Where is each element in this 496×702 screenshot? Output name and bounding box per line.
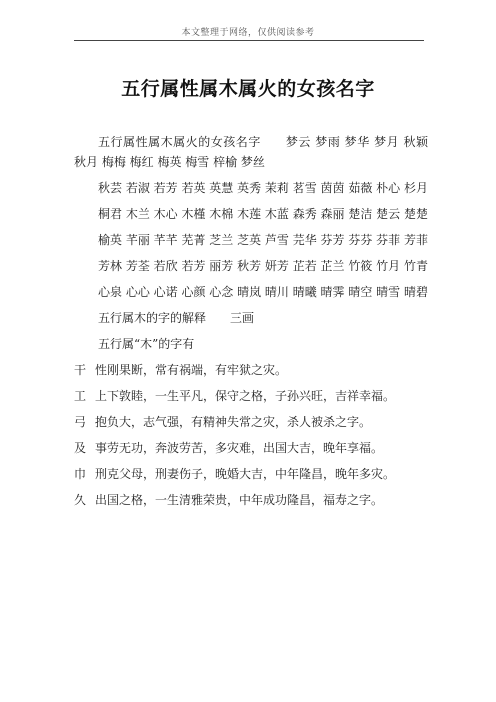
character-meaning: 上下敦睦，一生平凡，保守之格，子孙兴旺，吉祥幸福。 [95, 389, 396, 403]
character-entry [74, 490, 428, 510]
character-glyph: 巾 [74, 467, 87, 481]
document-title: 五行属性属木属火的女孩名字 [121, 78, 375, 100]
header-note: 本文整理于网络，仅供阅读参考 [181, 28, 315, 38]
name-paragraph: 秋芸 若淑 若芳 若英 英慧 英秀 茉莉 茗雪 茵茵 茹薇 朴心 杉月 [98, 181, 428, 195]
section-subheading: 五行属“木”的字有 [98, 337, 195, 351]
character-glyph: 弓 [74, 415, 87, 429]
name-paragraph: 桐君 木兰 木心 木槿 木棉 木莲 木蓝 森秀 森丽 楚洁 楚云 楚楚 [98, 207, 428, 221]
character-entry [74, 412, 428, 432]
character-meaning: 出国之格，一生清雅荣贵，中年成功隆昌，福寿之字。 [95, 493, 384, 507]
character-meaning: 性刚果断，常有祸端，有牢狱之灾。 [95, 363, 288, 377]
document-body [74, 132, 428, 516]
character-entry [74, 464, 428, 484]
character-entry [74, 438, 428, 458]
character-meaning: 事劳无功，奔波劳苦，多灾难，出国大吉，晚年享福。 [95, 441, 384, 455]
name-paragraph: 榆英 芊丽 芊芊 芜菁 芝兰 芝英 芦雪 芫华 芬芳 芬芬 芬菲 芳菲 [98, 233, 428, 247]
character-glyph: 工 [74, 389, 87, 403]
character-glyph: 久 [74, 493, 87, 507]
header-divider [74, 40, 424, 41]
character-glyph: 及 [74, 441, 87, 455]
character-meaning: 刑克父母，刑妻伤子，晚婚大吉，中年隆昌，晚年多灾。 [95, 467, 396, 481]
section-heading: 五行属木的字的解释 三画 [98, 311, 255, 325]
name-paragraph: 心泉 心心 心诺 心颜 心念 晴岚 晴川 晴曦 晴霁 晴空 晴雪 晴碧 [98, 285, 428, 299]
character-entry [74, 360, 428, 380]
character-glyph: 干 [74, 363, 87, 377]
character-meaning: 抱负大，志气强，有精神失常之灾，杀人被杀之字。 [95, 415, 372, 429]
name-paragraph: 芳林 芳荃 若欣 若芳 丽芳 秋芳 妍芳 芷若 芷兰 竹筱 竹月 竹青 [98, 259, 428, 273]
character-entry [74, 386, 428, 406]
name-paragraph: 五行属性属木属火的女孩名字 梦云 梦雨 梦华 梦月 秋颖 秋月 梅梅 梅红 梅英 梅雪 梓榆 梦丝 [74, 135, 428, 169]
